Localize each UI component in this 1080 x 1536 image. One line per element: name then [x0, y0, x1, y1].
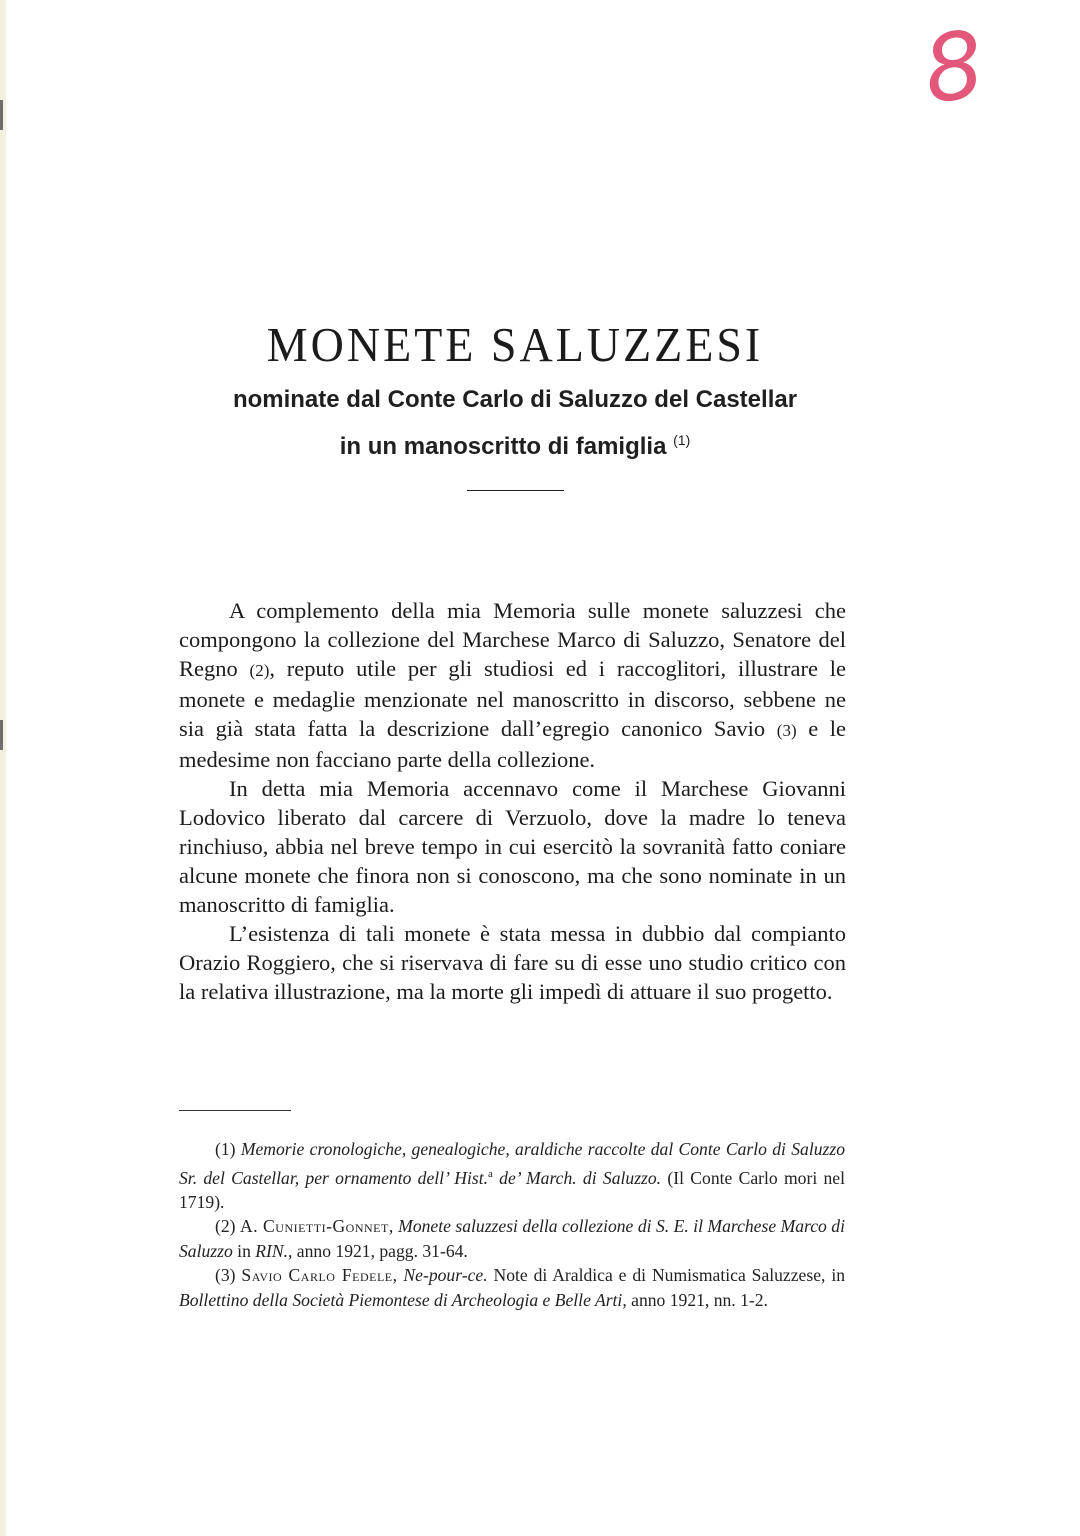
footnote-ref: (3) — [776, 721, 797, 740]
footnote-1: (1) Memorie cronologiche, genealogiche, araldiche raccolte dal Conte Carlo di Saluzzo Sr. del Castellar, per ornamento dell’ Hist.$^a$ de’ March. di Saluzzo. (Il Conte Carlo mori nel 1719). — [179, 1139, 846, 1212]
body-text — [179, 596, 846, 1006]
paragraph: A complemento della mia Memoria sulle monete saluzzesi che compongono la collezione del Marchese Marco di Saluzzo, Senatore del Regno (2), reputo utile per gli studiosi ed i raccoglitori, illustrare le monete e medaglie menzionate nel manoscritto in discorso, sebbene ne sia già stata fatta la descrizione dall’egregio canonico Savio (3) e le medesime non facciano parte della collezione. — [179, 598, 846, 772]
paragraph: L’esistenza di tali monete è stata messa in dubbio dal compianto Orazio Roggiero, che si riservava di fare su di esse uno studio critico con la relativa illustrazione, ma la morte gli impedì di attuare il suo progetto. — [179, 921, 846, 1004]
title-divider — [467, 490, 564, 491]
subtitle-text: in un manoscritto di famiglia — [339, 433, 667, 460]
paragraph: In detta mia Memoria accennavo come il Marchese Giovanni Lodovico liberato dal carcere di Verzuolo, dove la madre lo teneva rinchiuso, abbia nel breve tempo in cui esercitò la sovranità fatto coniare alcune monete che finora non si conoscono, ma che sono nominate in un manoscritto di famiglia. — [179, 776, 846, 917]
page-title: MONETE SALUZZESI — [266, 317, 764, 372]
footnote-ref: (1) — [673, 432, 691, 448]
handwritten-page-number: 8 — [917, 10, 991, 125]
subtitle-line-1: nominate dal Conte Carlo di Saluzzo del Castellar — [232, 386, 798, 413]
subtitle-line-2 — [0, 432, 1030, 461]
footnote-ref: (2) — [249, 661, 270, 680]
footnote-divider — [179, 1110, 291, 1111]
footnote-2: (2) A. Cunietti-Gonnet, Monete saluzzesi della collezione di S. E. il Marchese Marco di Saluzzo in RIN., anno 1921, pagg. 31-64. — [179, 1216, 845, 1261]
footnotes — [179, 1137, 845, 1312]
page-edge — [0, 0, 6, 1536]
footnote-3: (3) Savio Carlo Fedele, Ne-pour-ce. Note di Araldica e di Numismatica Saluzzese, in Bollettino della Società Piemontese di Archeologia e Belle Arti, anno 1921, nn. 1-2. — [179, 1265, 845, 1310]
scan-mark — [0, 720, 3, 750]
scan-mark — [0, 100, 3, 130]
